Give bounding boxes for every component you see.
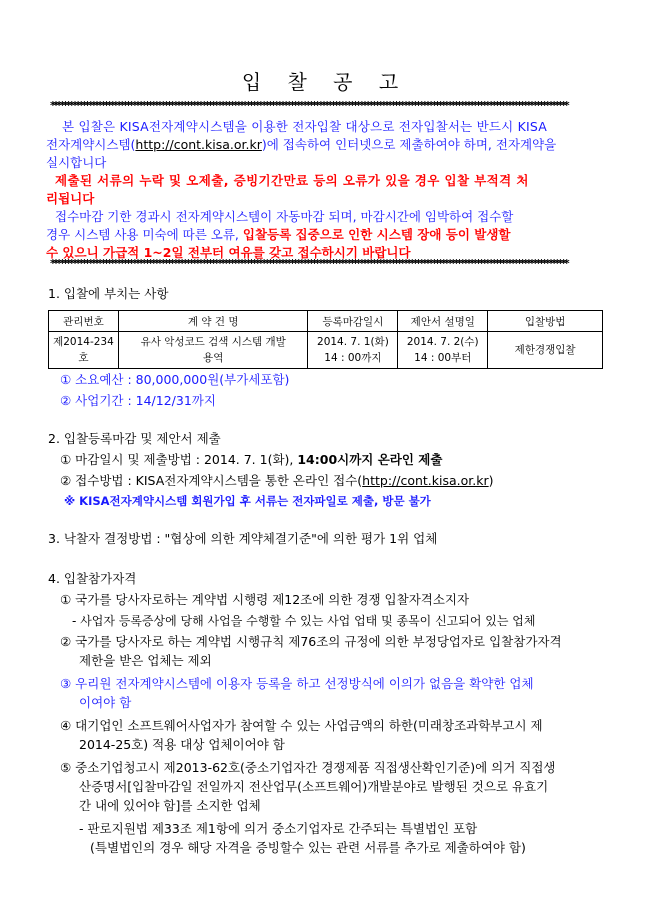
registration-note: ※ KISA전자계약시스템 회원가입 후 서류는 전자파일로 제출, 방문 불가 [64, 494, 431, 508]
contract-name: 유사 악성코드 검색 시스템 개발 용역 [118, 332, 308, 369]
table-header-row [49, 311, 603, 332]
intro-p3-line2: 경우 시스템 사용 미숙에 따른 오류, 입찰등록 집중으로 인한 시스템 장애 등이 발생할 [46, 227, 511, 242]
star-divider-bottom: ******************************************************************************************************************************************************************** [50, 258, 568, 270]
qualification-item-1: ① 국가를 당사자로하는 계약법 시행령 제12조에 의한 경쟁 입찰자격소지자 [60, 592, 470, 607]
management-number: 제2014-234호 [49, 332, 119, 369]
qualification-item-4-line1: ④ 대기업인 소프트웨어사업자가 참여할 수 있는 사업금액의 하한(미래창조과학부고시 제 [60, 718, 543, 733]
table-header: 계 약 건 명 [118, 311, 308, 332]
budget-line: ① 소요예산 : 80,000,000원(부가세포함) [60, 372, 290, 387]
qualification-item-3-line1: ③ 우리원 전자계약시스템에 이용자 등록을 하고 선정방식에 이의가 없음을 확약한 업체 [60, 676, 534, 691]
qualification-item-5-sub1: - 판로지원법 제33조 제1항에 의거 중소기업자로 간주되는 특별법인 포함 [79, 821, 478, 836]
qualification-item-1-sub: - 사업자 등록증상에 당해 사업을 수행할 수 있는 사업 업태 및 종목이 신고되어 있는 업체 [72, 614, 536, 628]
table-header: 입찰방법 [488, 311, 603, 332]
submission-url-link[interactable]: http://cont.kisa.or.kr [362, 473, 489, 488]
qualification-item-5-line3: 간 내에 있어야 함]를 소지한 업체 [79, 798, 261, 813]
intro-p3-line1: 접수마감 기한 경과시 전자계약시스템이 자동마감 되며, 마감시간에 임박하여 접수할 [55, 209, 514, 224]
qualification-item-5-line2: 산증명서[입찰마감일 전일까지 전산업무(소프트웨어)개발분야로 발행된 것으로 유효기 [79, 779, 549, 794]
table-header: 등록마감일시 [308, 311, 398, 332]
registration-deadline: 2014. 7. 1(화) 14 : 00까지 [308, 332, 398, 369]
table-row [49, 332, 603, 369]
intro-p1-line3: 실시합니다 [46, 155, 107, 170]
section1-heading: 1. 입찰에 부치는 사항 [48, 286, 169, 301]
qualification-item-2-line2: 제한을 받은 업체는 제외 [79, 653, 212, 668]
intro-url-link[interactable]: http://cont.kisa.or.kr [135, 137, 262, 152]
period-line: ② 사업기간 : 14/12/31까지 [60, 393, 216, 408]
qualification-item-2-line1: ② 국가를 당사자로 하는 계약법 시행규칙 제76조의 규정에 의한 부정당업자로 입찰참가자격 [60, 634, 562, 649]
proposal-briefing-date: 2014. 7. 2(수) 14 : 00부터 [398, 332, 488, 369]
star-divider-top: ******************************************************************************************************************************************************************** [50, 100, 568, 112]
table-header: 관리번호 [49, 311, 119, 332]
submission-method-item: ② 접수방법 : KISA전자계약시스템을 통한 온라인 접수(http://cont.kisa.or.kr) [60, 473, 494, 488]
qualification-item-3-line2: 이여야 함 [79, 695, 132, 710]
intro-p2-line2: 리됩니다 [46, 191, 95, 206]
bid-method: 제한경쟁입찰 [488, 332, 603, 369]
intro-p1-line1: 본 입찰은 KISA전자계약시스템을 이용한 전자입찰 대상으로 전자입찰서는 반드시 KISA [62, 119, 547, 134]
qualification-item-4-line2: 2014-25호) 적용 대상 업체이어야 함 [79, 737, 285, 752]
deadline-item: ① 마감일시 및 제출방법 : 2014. 7. 1(화), 14:00시까지 온라인 제출 [60, 452, 443, 467]
intro-p1-line2: 전자계약시스템(http://cont.kisa.or.kr)에 접속하여 인터넷으로 제출하여야 하며, 전자계약을 [46, 137, 557, 152]
table-header: 제안서 설명일 [398, 311, 488, 332]
intro-p2-line1: 제출된 서류의 누락 및 오제출, 증빙기간만료 등의 오류가 있을 경우 입찰 부적격 처 [55, 173, 529, 188]
page-title: 입 찰 공 고 [241, 70, 409, 94]
intro-p3-line3: 수 있으니 가급적 1~2일 전부터 여유를 갖고 접수하시기 바랍니다 [46, 245, 411, 260]
section4-heading: 4. 입찰참가자격 [48, 571, 137, 586]
bid-items-table [48, 310, 603, 369]
qualification-item-5-line1: ⑤ 중소기업청고시 제2013-62호(중소기업자간 경쟁제품 직접생산확인기준)에 의거 직접생 [60, 760, 556, 775]
qualification-item-5-sub2: (특별법인의 경우 해당 자격을 증빙할수 있는 관련 서류를 추가로 제출하여야 함) [90, 840, 526, 855]
section3-heading: 3. 낙찰자 결정방법 : "협상에 의한 계약체결기준"에 의한 평가 1위 업체 [48, 531, 438, 546]
section2-heading: 2. 입찰등록마감 및 제안서 제출 [48, 431, 221, 446]
